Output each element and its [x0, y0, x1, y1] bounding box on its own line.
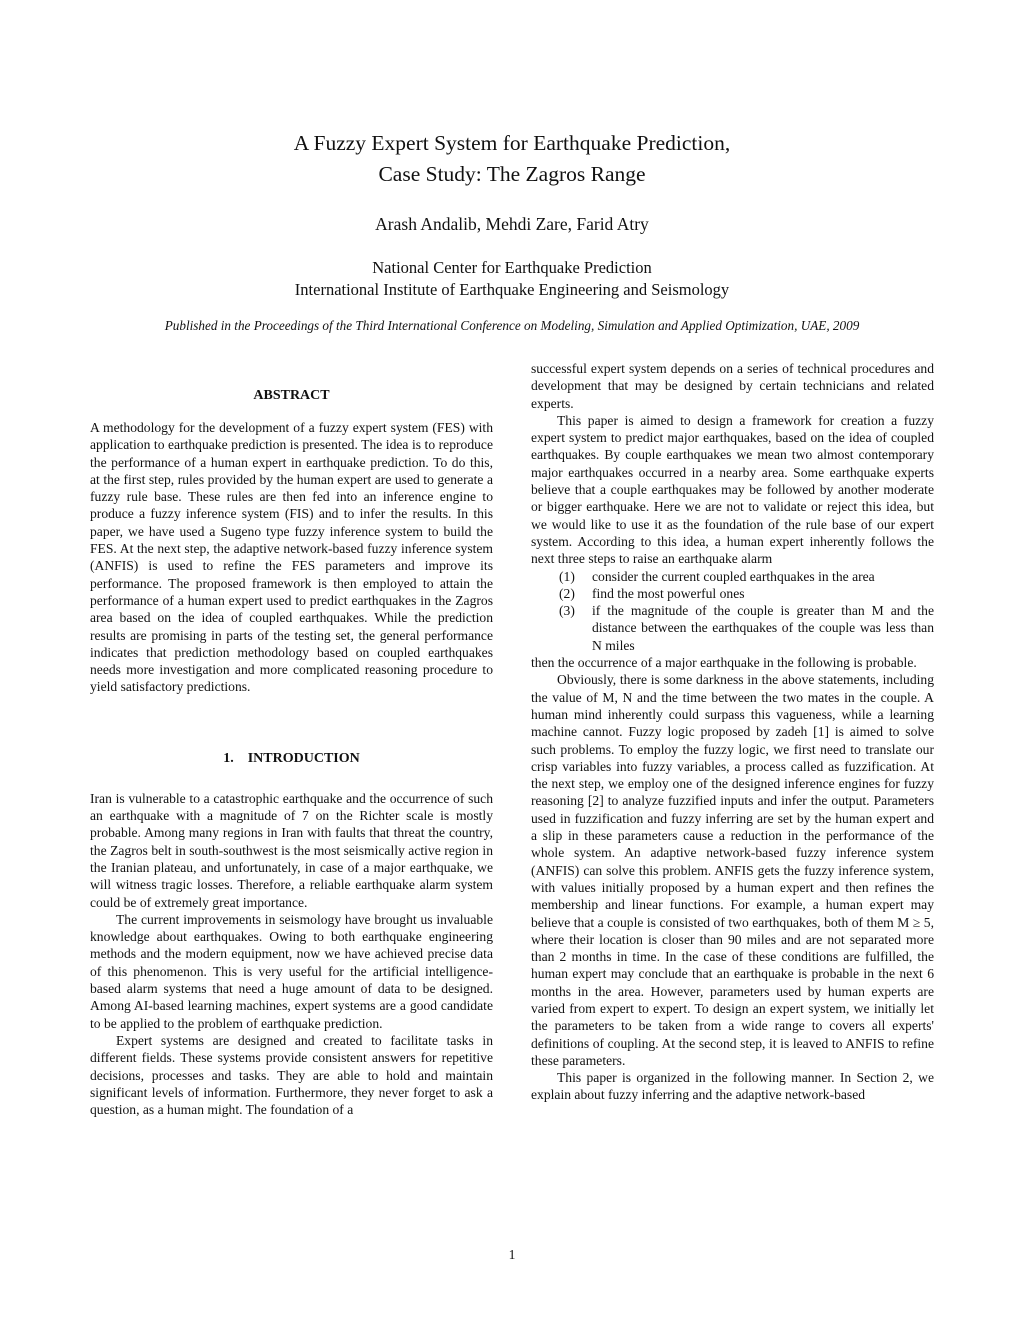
page-number: 1	[508, 1247, 516, 1262]
right-column	[531, 360, 934, 1104]
list-item-number: (2)	[559, 585, 575, 601]
list-item-number: (1)	[559, 568, 575, 584]
list-item-text: consider the current coupled earthquakes in the area	[592, 568, 875, 584]
affiliation-line-1: National Center for Earthquake Prediction	[372, 258, 652, 277]
list-item	[531, 602, 934, 654]
abstract-heading: ABSTRACT	[253, 388, 330, 403]
intro-paragraph-5: then the occurrence of a major earthquake in the following is probable.	[531, 655, 917, 671]
publication-note: Published in the Proceedings of the Third International Conference on Modeling, Simulation and Applied Optimization, UAE, 2009	[164, 318, 860, 333]
list-item-text: find the most powerful ones	[592, 585, 745, 601]
intro-paragraph-7: This paper is organized in the following manner. In Section 2, we explain about fuzzy inferring and the adaptive network-based	[531, 1070, 934, 1103]
intro-paragraph-3: Expert systems are designed and created to facilitate tasks in different fields. These systems provide consistent answers for repetitive decisions, processes and tasks. They are able to hold and maintain significant levels of information. Furthermore, they never forget to ask a question, as a human might. The foundation of a	[90, 1032, 493, 1118]
list-item	[531, 568, 934, 585]
intro-paragraph-3-continued: successful expert system depends on a series of technical procedures and development that may be designed by certain technicians and related experts.	[531, 361, 934, 411]
left-column	[90, 360, 493, 1118]
affiliation-line-2: International Institute of Earthquake Engineering and Seismology	[294, 280, 730, 299]
introduction-heading: 1. INTRODUCTION	[223, 750, 360, 766]
expert-steps-list	[531, 568, 934, 654]
abstract-text: A methodology for the development of a fuzzy expert system (FES) with application to earthquake prediction is presented. The idea is to reproduce the performance of a human expert in earthquake prediction. To do this, at the first step, rules provided by the human expert are used to generate a fuzzy rule base. These rules are then fed into an inference engine to produce a fuzzy inference system (FIS) and to infer the results. In this paper, we have used a Sugeno type fuzzy inference system to build the FES. At the next step, the adaptive network-based fuzzy inference system (ANFIS) is used to refine the FES parameters and improve its performance. The proposed framework is then employed to attain the performance of a human expert used to predict earthquakes in the Zagros area based on the idea of coupled earthquakes. While the prediction results are promising in parts of the testing set, the general performance indicates that prediction methodology based on coupled earthquakes needs more investigation and more complicated reasoning procedure to yield satisfactory predictions.	[90, 420, 493, 695]
list-item	[531, 585, 934, 602]
title-line-1: A Fuzzy Expert System for Earthquake Prediction,	[293, 131, 731, 155]
list-item-text: if the magnitude of the couple is greater than M and the distance between the earthquakes of the couple was less than N miles	[592, 603, 934, 653]
intro-paragraph-6: Obviously, there is some darkness in the above statements, including the value of M, N and the time between the two mates in the couple. A human mind inherently could surpass this vagueness, while a learning machine cannot. Fuzzy logic proposed by zadeh [1] is aimed to solve such problems. To employ the fuzzy logic, we first need to translate our crisp variables into fuzzy variables, a process called as fuzzification. At the next step, we employ one of the designed inference engines for fuzzy reasoning [2] to analyze fuzzified inputs and infer the output. Parameters used in fuzzification and fuzzy inferring are set by the human expert and a slip in these parameters cause a reduction in the performance of the whole system. An adaptive network-based fuzzy inference system (ANFIS) can solve this problem. ANFIS gets the fuzzy inference system, with values initially proposed by a human expert and then refines the membership and linear functions. For example, a human expert may believe that a couple is consisted of two earthquakes, both of them M ≥ 5, where their location is closer than 90 miles and are not separated more than 2 months in time. In the case of these conditions are fulfilled, the human expert may conclude that an earthquake is probable in the next 6 months in the area. However, parameters used by human experts are varied from expert to expert. To design an expert system, we initially let the parameters to be taken from a wide range to covers all experts' definitions of coupling. At the second step, it is leaved to ANFIS to refine these parameters.	[531, 672, 934, 1068]
list-item-number: (3)	[559, 603, 575, 619]
paper-title	[0, 128, 1024, 190]
intro-paragraph-4: This paper is aimed to design a framework for creation a fuzzy expert system to predict major earthquakes, based on the idea of coupled earthquakes. By couple earthquakes we mean two almost contemporary major earthquakes occurred in a nearby area. Some earthquake experts believe that a couple earthquakes may be followed by another moderate or bigger earthquake. Here we are not to validate or reject this idea, but we would like to use it as the foundation of the rule base of our expert system. According to this idea, a human expert inherently follows the next three steps to raise an earthquake alarm	[531, 412, 934, 567]
title-line-2: Case Study: The Zagros Range	[378, 162, 646, 186]
intro-paragraph-1: Iran is vulnerable to a catastrophic earthquake and the occurrence of such an earthquake with a magnitude of 7 on the Richter scale is mostly probable. Among many regions in Iran with faults that threat the country, the Zagros belt in south-southwest is the most seismically active region in the Iranian plateau, and unfortunately, in case of a major earthquake, we will witness tragic losses. Therefore, a reliable earthquake alarm system could be of extremely great importance.	[90, 790, 493, 910]
intro-paragraph-2: The current improvements in seismology have brought us invaluable knowledge about earthquakes. Owing to both earthquake engineering methods and the modern equipment, now we have achieved precise data of this phenomenon. This is very useful for the artificial intelligence-based alarm systems that need a huge amount of data to be designed. Among AI-based learning machines, expert systems are a good candidate to be applied to the problem of earthquake prediction.	[90, 911, 493, 1031]
affiliation	[0, 257, 1024, 301]
author-list: Arash Andalib, Mehdi Zare, Farid Atry	[375, 214, 649, 234]
